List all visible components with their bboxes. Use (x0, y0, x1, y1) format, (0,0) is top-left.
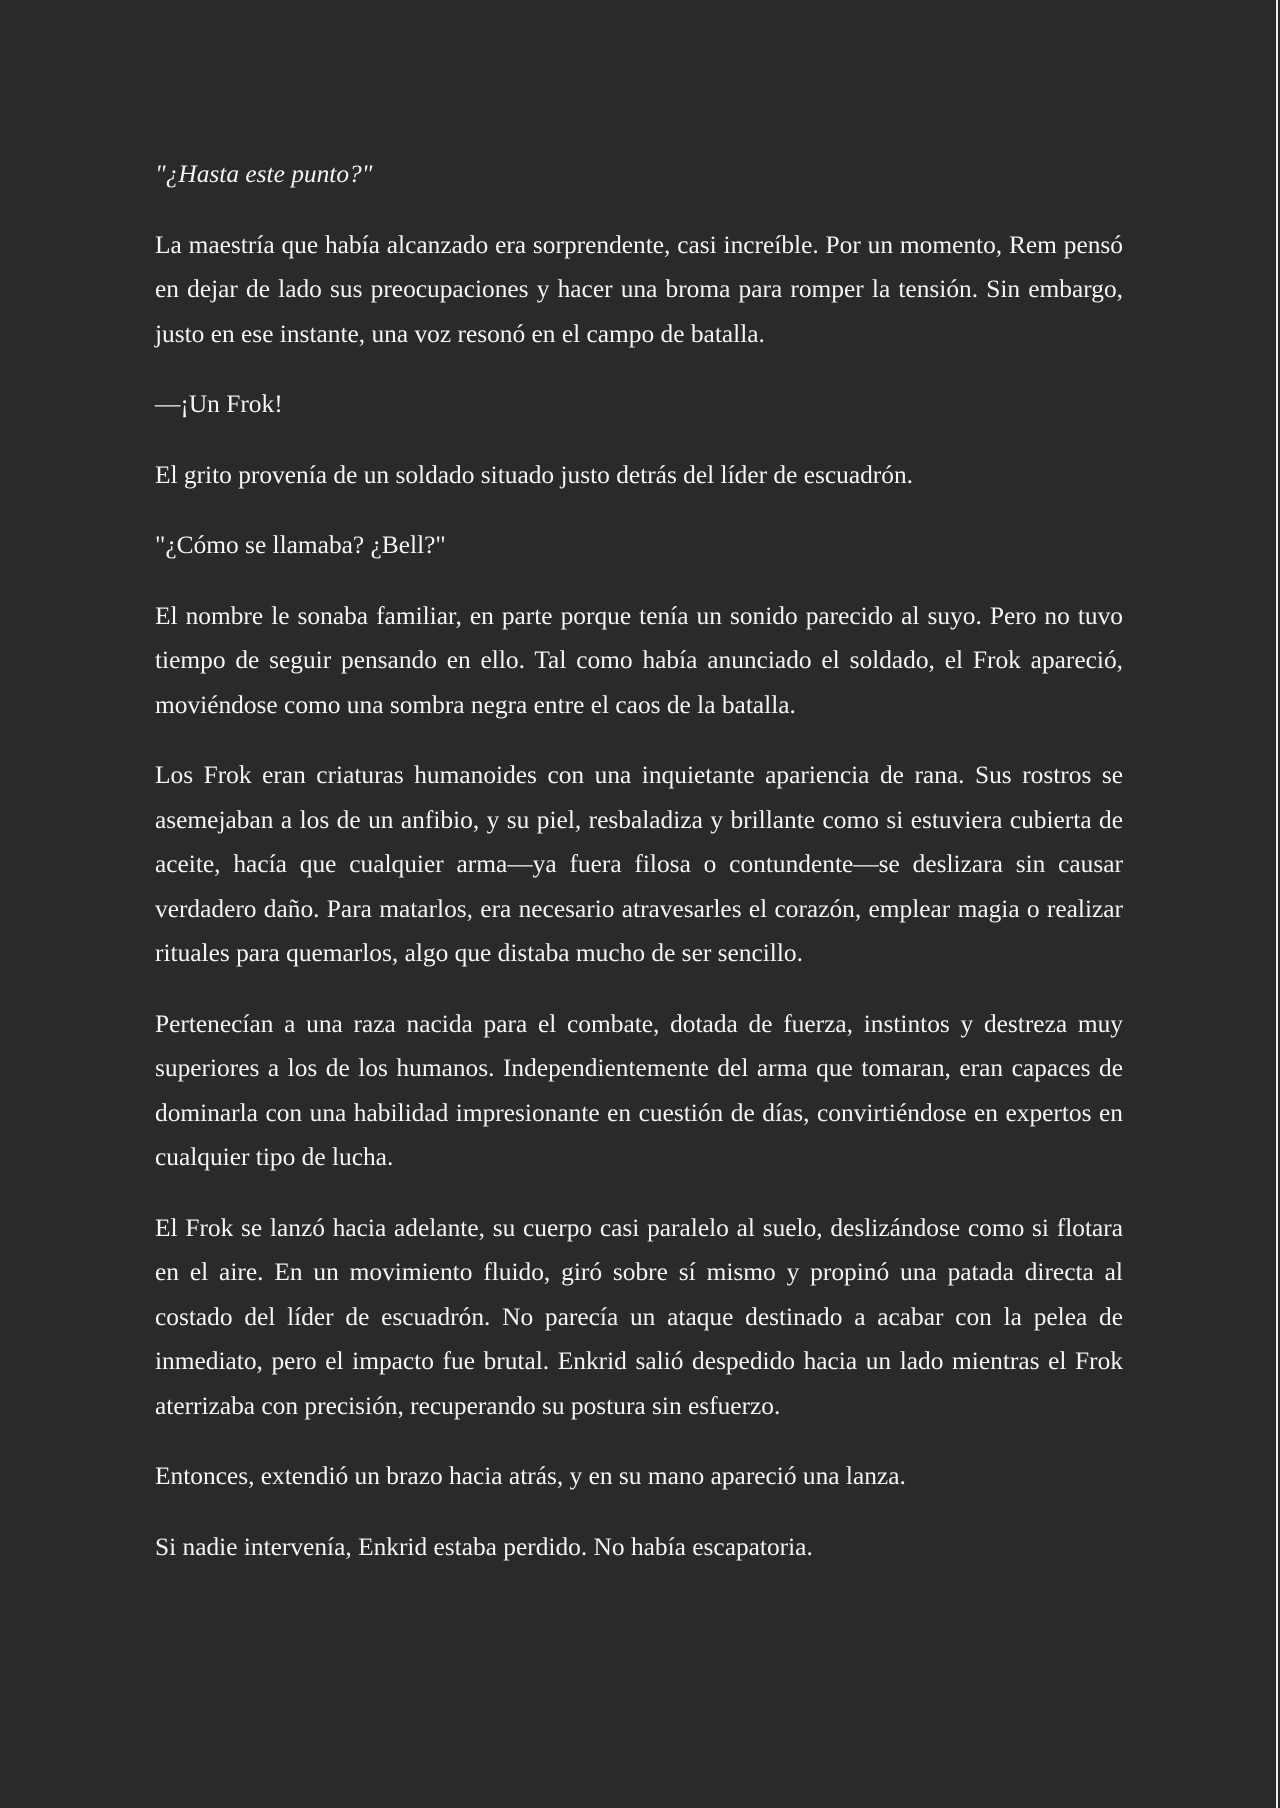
paragraph-3: —¡Un Frok! (155, 390, 283, 418)
paragraph-7: Los Frok eran criaturas humanoides con una inquietante apariencia de rana. Sus rostros se asemejaban a los de un anfibio, y su piel, resbaladiza y brillante como si estuviera cubierta de aceite, hacía que cualquier arma—ya fuera filosa o contundente—se deslizara sin causar verdadero daño. Para matarlos, era necesario atravesarles el corazón, emplear magia o realizar rituales para quemarlos, algo que distaba mucho de ser sencillo. (155, 761, 1123, 967)
paragraph-5: "¿Cómo se llamaba? ¿Bell?" (155, 531, 446, 559)
document-body (155, 152, 1123, 1595)
paragraph-11: Si nadie intervenía, Enkrid estaba perdido. No había escapatoria. (155, 1532, 813, 1561)
paragraph-8: Pertenecían a una raza nacida para el combate, dotada de fuerza, instintos y destreza muy superiores a los de los humanos. Independientemente del arma que tomaran, eran capaces de dominarla con una habilidad impresionante en cuestión de días, convirtiéndose en expertos en cualquier tipo de lucha. (155, 1009, 1123, 1171)
paragraph-4: El grito provenía de un soldado situado justo detrás del líder de escuadrón. (155, 460, 913, 489)
paragraph-9: El Frok se lanzó hacia adelante, su cuerpo casi paralelo al suelo, deslizándose como si flotara en el aire. En un movimiento fluido, giró sobre sí mismo y propinó una patada directa al costado del líder de escuadrón. No parecía un ataque destinado a acabar con la pelea de inmediato, pero el impacto fue brutal. Enkrid salió despedido hacia un lado mientras el Frok aterrizaba con precisión, recuperando su postura sin esfuerzo. (155, 1213, 1123, 1420)
paragraph-10: Entonces, extendió un brazo hacia atrás, y en su mano apareció una lanza. (155, 1462, 906, 1490)
paragraph-2: La maestría que había alcanzado era sorprendente, casi increíble. Por un momento, Rem pensó en dejar de lado sus preocupaciones y hacer una broma para romper la tensión. Sin embargo, justo en ese instante, una voz resonó en el campo de batalla. (155, 230, 1123, 348)
paragraph-1: "¿Hasta este punto?" (155, 160, 373, 188)
paragraph-6: El nombre le sonaba familiar, en parte porque tenía un sonido parecido al suyo. Pero no tuvo tiempo de seguir pensando en ello. Tal como había anunciado el soldado, el Frok apareció, moviéndose como una sombra negra entre el caos de la batalla. (155, 601, 1123, 719)
